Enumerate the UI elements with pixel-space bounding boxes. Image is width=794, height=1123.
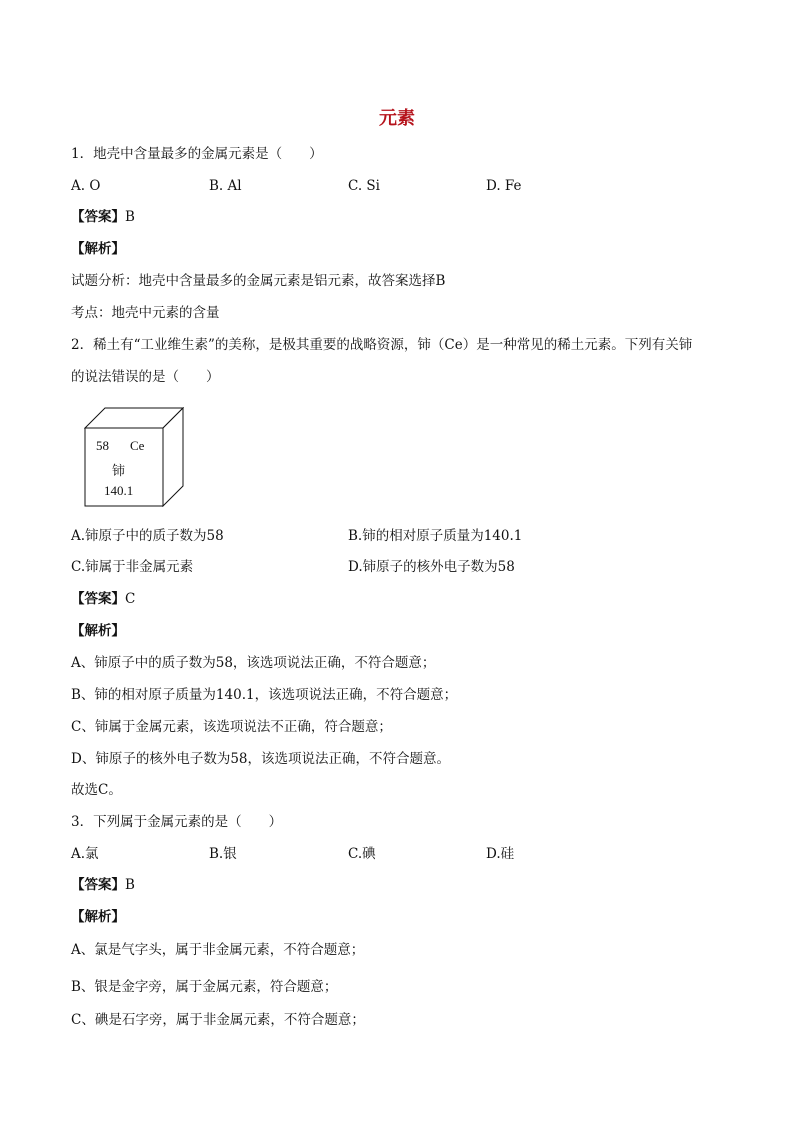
element-name: 铈 (112, 463, 126, 478)
q1-stem: 1．地壳中含量最多的金属元素是（ ） (71, 146, 323, 162)
q2-option-c: C.铈属于非金属元素 (71, 559, 194, 575)
q3-analysis-line: B、银是金字旁，属于金属元素，符合题意； (71, 979, 338, 995)
q2-option-b: B.铈的相对原子质量为140.1 (348, 528, 523, 544)
q3-answer (71, 876, 135, 894)
q2-stem-line2: 的说法错误的是（ ） (71, 369, 220, 385)
atomic-mass: 140.1 (104, 483, 134, 498)
q2-analysis-line: A、铈原子中的质子数为58，该选项说法正确，不符合题意； (71, 655, 436, 671)
q3-option-d: D.硅 (486, 846, 515, 862)
answer-label: 【答案】 (71, 591, 125, 607)
q2-option-a: A.铈原子中的质子数为58 (71, 528, 224, 544)
q1-analysis-line: 试题分析：地壳中含量最多的金属元素是铝元素，故答案选择B (71, 273, 446, 289)
answer-label: 【答案】 (71, 209, 125, 225)
q2-analysis-line: D、铈原子的核外电子数为58，该选项说法正确，不符合题意。 (71, 751, 451, 767)
q2-option-d: D.铈原子的核外电子数为58 (348, 559, 515, 575)
q1-option-d: D. Fe (486, 178, 522, 194)
q2-analysis-line: 故选C。 (71, 782, 122, 798)
q3-analysis-line: C、碘是石字旁，属于非金属元素，不符合题意； (71, 1012, 365, 1028)
q1-option-c: C. Si (348, 178, 380, 194)
periodic-element-cell (84, 407, 184, 507)
q1-option-a: A. O (71, 178, 101, 194)
q3-option-b: B.银 (209, 846, 237, 862)
q3-analysis-label: 【解析】 (71, 909, 125, 925)
answer-value: B (125, 209, 135, 225)
q1-option-b: B. Al (209, 178, 242, 194)
q2-analysis-label: 【解析】 (71, 623, 125, 639)
q2-analysis-line: C、铈属于金属元素，该选项说法不正确，符合题意； (71, 719, 392, 735)
q3-option-c: C.碘 (348, 846, 376, 862)
q2-analysis-line: B、铈的相对原子质量为140.1，该选项说法正确，不符合题意； (71, 687, 458, 703)
q3-stem: 3．下列属于金属元素的是（ ） (71, 814, 283, 830)
q1-analysis-label: 【解析】 (71, 241, 125, 257)
answer-label: 【答案】 (71, 877, 125, 893)
q1-answer (71, 208, 135, 226)
page-title: 元素 (379, 108, 415, 129)
answer-value: B (125, 877, 135, 893)
q2-answer (71, 590, 135, 608)
atomic-number: 58 (96, 438, 109, 453)
q2-stem-line1: 2．稀土有“工业维生素”的美称，是极其重要的战略资源，铈（Ce）是一种常见的稀土元素。下列有关铈 (71, 337, 693, 353)
q1-analysis-line: 考点：地壳中元素的含量 (71, 305, 220, 321)
q3-option-a: A.氯 (71, 846, 99, 862)
answer-value: C (125, 591, 136, 607)
element-cell-box (84, 407, 184, 507)
element-symbol: Ce (130, 438, 145, 453)
q3-analysis-line: A、氯是气字头，属于非金属元素，不符合题意； (71, 942, 365, 958)
